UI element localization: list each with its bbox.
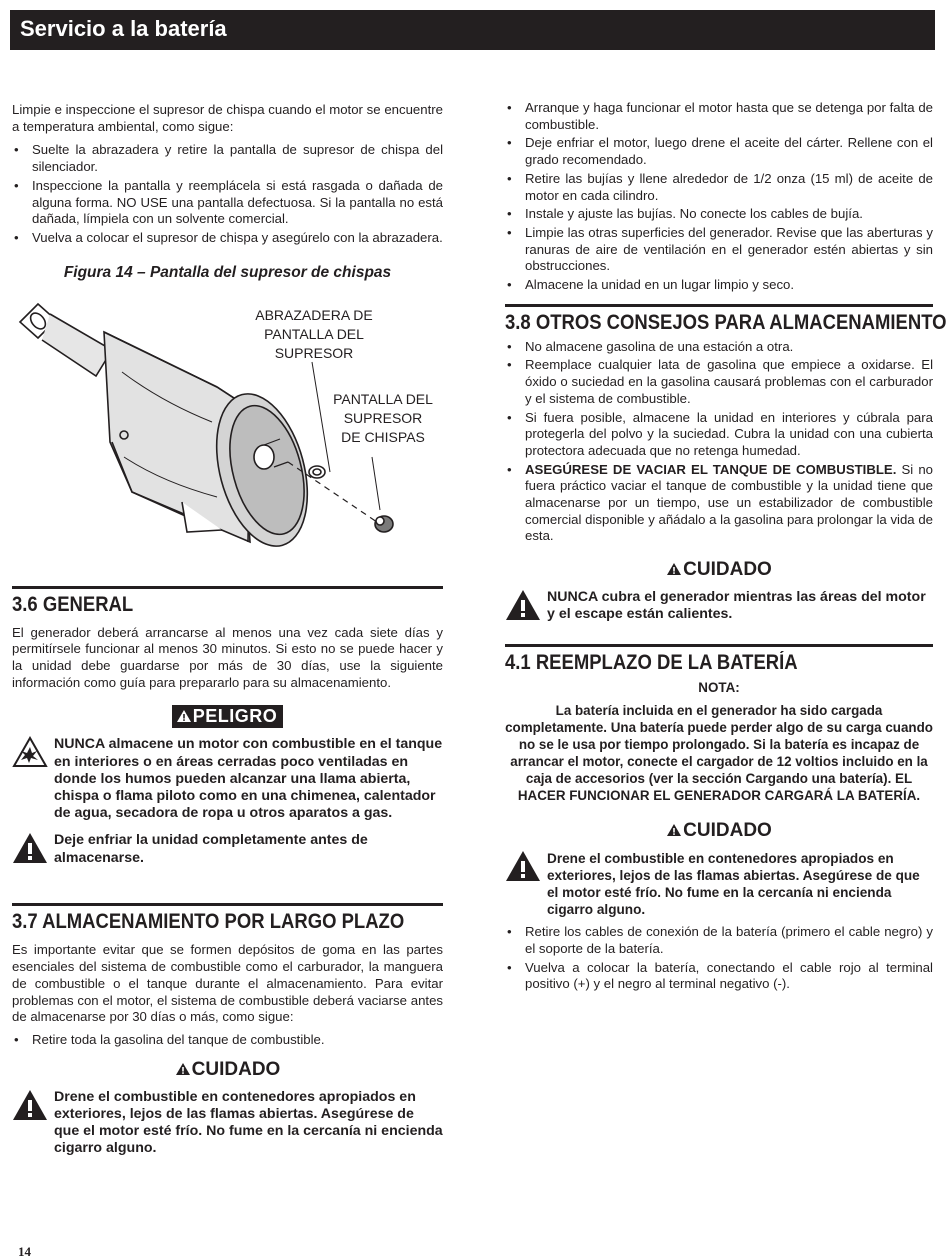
section-body: El generador deberá arrancarse al menos una vez cada siete días y permitírsele funcionar al menos 30 minutos. Si esto no se puede hacer y la unidad debe guardarse por más de 30 días, use la siguiente información como guía para prepararlo para su almacenamiento. bbox=[12, 624, 443, 690]
page-number: 14 bbox=[18, 1244, 31, 1259]
exclamation-icon bbox=[12, 1089, 50, 1126]
exclamation-icon bbox=[12, 832, 50, 869]
figure-title: Figura 14 – Pantalla del supresor de chispas bbox=[63, 263, 392, 281]
section-title: 3.6 GENERAL bbox=[12, 592, 134, 616]
section-3-8 bbox=[505, 304, 947, 626]
list-item: • Deje enfriar el motor, luego drene el aceite del cárter. Rellene con el grado recomendado. bbox=[505, 135, 933, 168]
clamp-callout: ABRAZADERA DE PANTALLA DEL SUPRESOR bbox=[255, 306, 373, 361]
note-label: NOTA: bbox=[698, 680, 740, 696]
caution-text: NUNCA cubra el generador mientras las áreas del motor y el escape están calientes. bbox=[547, 589, 926, 623]
exclamation-icon bbox=[505, 850, 543, 887]
caution-header bbox=[12, 1059, 443, 1081]
list-item: • No almacene gasolina de una estación a otra. bbox=[505, 339, 933, 356]
caution-label: CUIDADO bbox=[666, 559, 772, 581]
spark-arrestor-steps bbox=[12, 142, 443, 246]
list-item: • Retire toda la gasolina del tanque de combustible. bbox=[12, 1032, 443, 1049]
section-title: 3.7 ALMACENAMIENTO POR LARGO PLAZO bbox=[12, 910, 405, 934]
warning-message bbox=[12, 832, 443, 869]
screen-callout: PANTALLA DEL SUPRESOR DE CHISPAS bbox=[333, 390, 433, 445]
caution-text: Drene el combustible en contenedores apropiados en exteriores, lejos de las flamas abiertas. Asegúrese de que el motor esté frío. No fume en la cercanía ni encienda cigarro alguno. bbox=[547, 851, 920, 918]
long-storage-steps bbox=[505, 100, 933, 294]
section-3-6 bbox=[12, 586, 443, 870]
list-item: • Retire los cables de conexión de la batería (primero el cable negro) y el soporte de la batería. bbox=[505, 924, 933, 957]
caution-message bbox=[505, 589, 933, 626]
list-item: • Si fuera posible, almacene la unidad en interiores y cúbrala para protegerla del polvo y la suciedad. Cubra la unidad con una cubierta protectora adecuada que no retenga humedad. bbox=[505, 410, 933, 460]
list-item: • Instale y ajuste las bujías. No conecte los cables de bujía. bbox=[505, 206, 933, 223]
left-column bbox=[12, 102, 443, 1157]
list-item: • Arranque y haga funcionar el motor hasta que se detenga por falta de combustible. bbox=[505, 100, 933, 133]
caution-message bbox=[505, 850, 933, 918]
section-4-1 bbox=[505, 644, 933, 993]
exclamation-icon bbox=[505, 589, 543, 626]
right-column bbox=[505, 100, 947, 993]
caution-header bbox=[505, 559, 933, 581]
list-item: • Vuelva a colocar el supresor de chispa y asegúrelo con la abrazadera. bbox=[12, 230, 443, 247]
list-item bbox=[505, 462, 933, 546]
danger-message bbox=[12, 736, 443, 822]
warning-triangle-icon bbox=[666, 823, 682, 837]
list-item: • Reemplace cualquier lata de gasolina que empiece a oxidarse. El óxido o suciedad en la gasolina causará problemas con el carburador y el sistema de combustible. bbox=[505, 357, 933, 407]
section-3-7 bbox=[12, 903, 443, 1157]
intro-paragraph: Limpie e inspeccione el supresor de chispa cuando el motor se encuentre a temperatura ambiental, como sigue: bbox=[12, 102, 443, 134]
emphasis-text: ASEGÚRESE DE VACIAR EL TANQUE DE COMBUSTIBLE. bbox=[525, 461, 897, 477]
list-item: • Limpie las otras superficies del generador. Revise que las aberturas y ranuras de aire de ventilación en el generador estén abiertas y sin obstrucciones. bbox=[505, 225, 933, 275]
list-item-text: Si no fuera práctico vaciar el tanque de combustible y la unidad tiene que almacenarse por un tiempo, use un estabilizador de combustible comercial disponible y añádalo a la gasolina para prolongar la vida de esta. bbox=[525, 461, 933, 544]
caution-header bbox=[505, 820, 933, 842]
explosion-icon bbox=[12, 736, 50, 773]
danger-text: NUNCA almacene un motor con combustible en el tanque en interiores o en áreas cerradas poco ventiladas en donde los humos pueden alcanzar una llama abierta, chispa o flama piloto como en una chimenea, calentador de agua, secadora de ropa u otros aparatos a gas. bbox=[54, 736, 443, 822]
section-title: 4.1 REEMPLAZO DE LA BATERÍA bbox=[505, 651, 798, 675]
caution-label: CUIDADO bbox=[666, 820, 772, 842]
list-item: • Suelte la abrazadera y retire la pantalla de supresor de chispa del silenciador. bbox=[12, 142, 443, 175]
warning-triangle-icon bbox=[666, 562, 682, 576]
section-body: Es importante evitar que se formen depósitos de goma en las partes esenciales del sistema de combustible como el carburador, la manguera de combustible o el tanque durante el almacenamiento. Para evitar problemas con el motor, el sistema de combustible deberá vaciarse antes de almacenarse por 30 días o más, como sigue: bbox=[12, 942, 443, 1025]
caution-label: CUIDADO bbox=[175, 1059, 281, 1081]
danger-label: PELIGRO bbox=[172, 705, 284, 728]
danger-header bbox=[12, 705, 443, 728]
warning-triangle-icon bbox=[176, 709, 192, 723]
section-title: 3.8 OTROS CONSEJOS PARA ALMACENAMIENTO bbox=[505, 310, 947, 334]
list-item: • Inspeccione la pantalla y reemplácela si está rasgada o dañada de alguna forma. NO USE una pantalla defectuosa. Si la pantalla no está dañada, límpiela con un solvente comercial. bbox=[12, 178, 443, 228]
caution-text: Drene el combustible en contenedores apropiados en exteriores, lejos de las flamas abiertas. Asegúrese de que el motor esté frío. No fume en la cercanía ni encienda cigarro alguno. bbox=[54, 1088, 443, 1157]
spark-arrestor-figure bbox=[12, 292, 443, 552]
warning-triangle-icon bbox=[175, 1062, 191, 1076]
list-item: • Almacene la unidad en un lugar limpio y seco. bbox=[505, 277, 933, 294]
page-header bbox=[10, 10, 935, 50]
list-item: • Vuelva a colocar la batería, conectando el cable rojo al terminal positivo (+) y el negro al terminal negativo (-). bbox=[505, 960, 933, 993]
list-item: • Retire las bujías y llene alrededor de 1/2 onza (15 ml) de aceite de motor en cada cilindro. bbox=[505, 171, 933, 204]
note-text: La batería incluida en el generador ha sido cargada completamente. Una batería puede perder algo de su carga cuando no se le usa por tiempo prolongado. Si la batería es incapaz de arrancar el motor, conecte el cargador de 12 voltios incluido en la caja de accesorios (ver la sección Cargando una batería). EL HACER FUNCIONAR EL GENERADOR CARGARÁ LA BATERÍA. bbox=[505, 703, 933, 804]
warning-text: Deje enfriar la unidad completamente antes de almacenarse. bbox=[54, 832, 368, 866]
caution-message bbox=[12, 1089, 443, 1158]
page-title: Servicio a la batería bbox=[20, 16, 227, 41]
